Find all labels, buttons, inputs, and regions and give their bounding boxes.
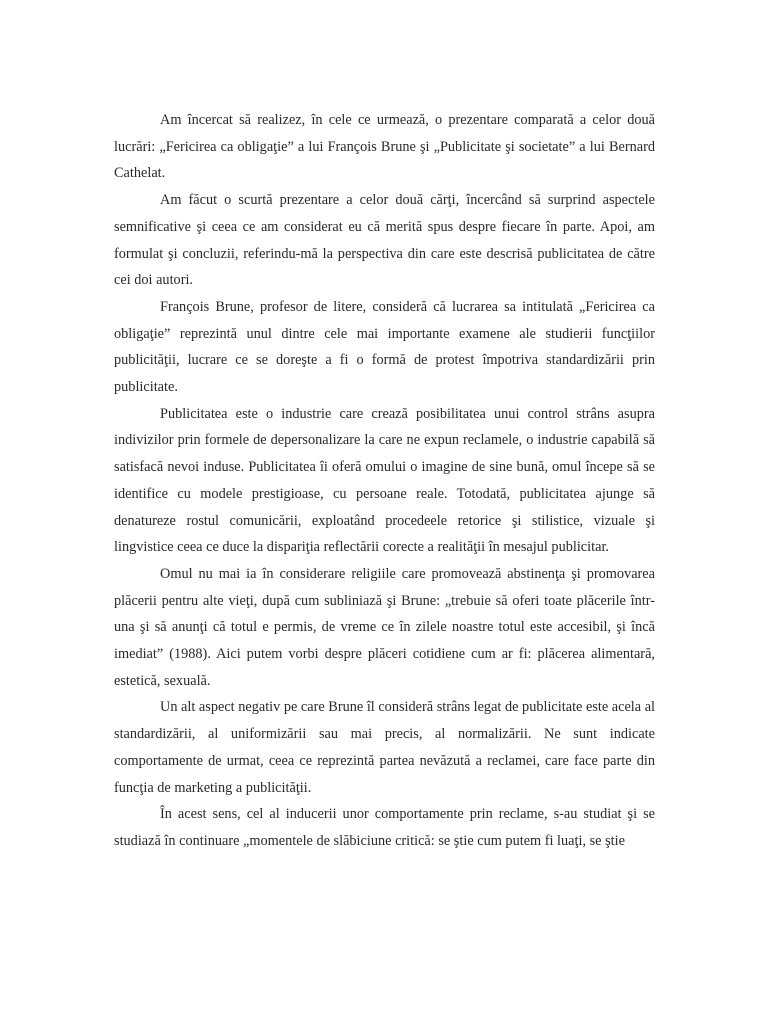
paragraph-2: Am făcut o scurtă prezentare a celor două cărţi, încercând să surprind aspectele semnificative şi ceea ce am considerat eu că merită spus despre fiecare în parte. Apoi, am formulat şi concluzii, referindu-mă la perspectiva din care este descrisă publicitatea de către cei doi autori. [114,192,655,289]
paragraph-5: Omul nu mai ia în considerare religiile care promovează abstinenţa şi promovarea plăcerii pentru alte vieţi, după cum subliniază şi Brune: „trebuie să oferi toate plăcerile într-una şi să anunţi că totul e permis, de vreme ce în zilele noastre totul este accesibil, şi încă imediat” (1988). Aici putem vorbi despre plăceri cotidiene cum ar fi: plăcerea alimentară, estetică, sexuală. [114,565,655,689]
paragraph-3: François Brune, profesor de litere, consideră că lucrarea sa intitulată „Fericirea ca obligaţie” reprezintă unul dintre cele mai importante examene ale studierii funcţiilor publicităţii, lucrare ce se doreşte a fi o formă de protest împotriva standardizării prin publicitate. [114,298,655,396]
paragraph-7: În acest sens, cel al inducerii unor comportamente prin reclame, s-au studiat şi se studiază în continuare „momentele de slăbiciune critică: se ştie cum putem fi luaţi, se ştie [114,806,655,849]
paragraph-6: Un alt aspect negativ pe care Brune îl consideră strâns legat de publicitate este acela al standardizării, al uniformizării sau mai precis, al normalizării. Ne sunt indicate comportamente de urmat, ceea ce reprezintă partea nevăzută a reclamei, care face parte din funcţia de marketing a publicităţii. [114,699,656,796]
paragraph-4: Publicitatea este o industrie care crează posibilitatea unui control strâns asupra indivizilor prin formele de depersonalizare la care ne expun reclamele, o industrie capabilă să satisfacă nevoi induse. Publicitatea îi oferă omului o imagine de sine bună, omul începe să se identifice cu modele prestigioase, cu persoane reale. Totodată, publicitatea ajunge să denatureze rostul comunicării, exploatând procedeele retorice şi stilistice, vizuale şi lingvistice ceea ce duce la dispariţia reflectării corecte a realităţii în mesajul publicitar. [114,405,655,556]
paragraph-1: Am încercat să realizez, în cele ce urmează, o prezentare comparată a celor două lucrări: „Fericirea ca obligaţie” a lui François Brune şi „Publicitate şi societate” a lui Bernard Cathelat. [114,112,655,182]
document-body [114,107,655,855]
